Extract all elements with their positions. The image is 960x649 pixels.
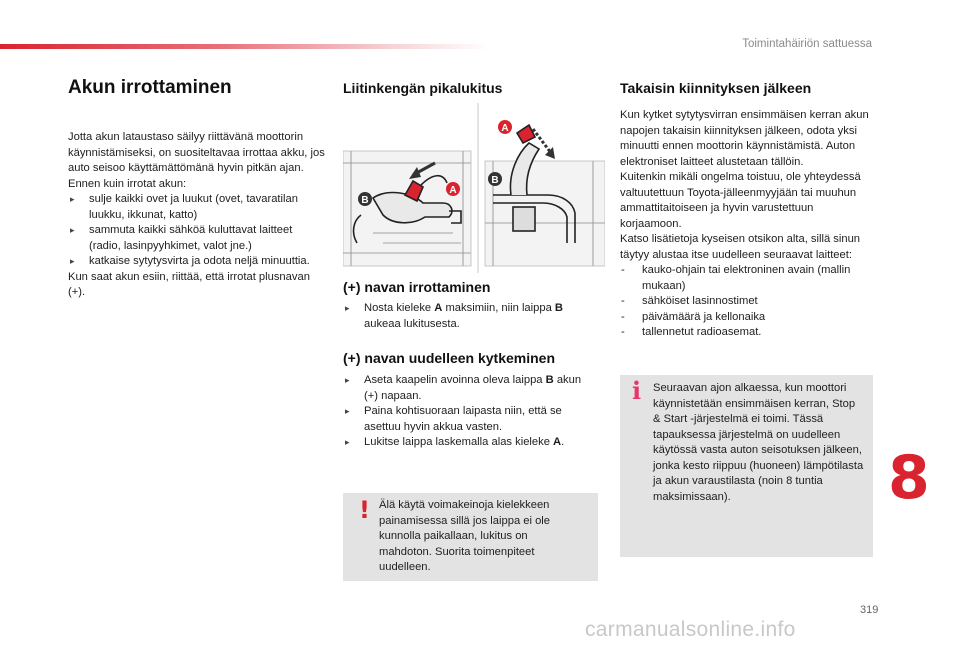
reconnect-terminal-steps — [343, 373, 598, 451]
list-item: - sähköiset lasinnostimet — [620, 294, 878, 310]
list-item: ▸ Paina kohtisuoraan laipasta niin, että se asettuu hyvin akkua vasten. — [343, 404, 598, 435]
outro-paragraph: Kun saat akun esiin, riittää, että irrotat plusnavan (+). — [68, 270, 310, 298]
reset-devices-list — [620, 263, 878, 341]
list-item: ▸ sammuta kaikki sähköä kuluttavat laitteet (radio, lasinpyyhkimet, valot jne.) — [68, 223, 326, 254]
list-item: - päivämäärä ja kellonaika — [620, 310, 878, 326]
page-title: Akun irrottaminen — [68, 77, 232, 98]
after-reconnect-title: Takaisin kiinnityksen jälkeen — [620, 80, 812, 96]
svg-text:A: A — [501, 123, 509, 134]
intro-paragraph: Jotta akun lataustaso säilyy riittävänä moottorin käynnistämiseksi, on suositeltavaa irrottaa akku, jos auto seisoo käyttämättömänä hyvin pitkän ajan. — [68, 131, 325, 174]
chapter-number: 8 — [888, 443, 930, 513]
quick-lock-title: Liitinkengän pikalukitus — [343, 80, 503, 96]
preparation-list — [68, 192, 326, 270]
before-disconnect-label: Ennen kuin irrotat akun: — [68, 177, 187, 190]
warning-box — [343, 493, 598, 581]
label-b: B — [361, 195, 369, 206]
list-item: ▸ Nosta kieleke A maksimiin, niin laippa B aukeaa lukitusesta. — [343, 301, 598, 332]
list-item: ▸ sulje kaikki ovet ja luukut (ovet, tavaratilan luukku, ikkunat, katto) — [68, 192, 326, 223]
label-a: A — [449, 185, 457, 196]
remove-terminal-steps — [343, 301, 598, 332]
paragraph: Katso lisätietoja kyseisen otsikon alta, sillä sinun täytyy alustaa itse uudelleen seuraavat laitteet: — [620, 233, 861, 261]
page-number: 319 — [860, 604, 879, 616]
section-title: Toimintahäiriön sattuessa — [742, 38, 872, 50]
svg-text:B: B — [491, 175, 499, 186]
info-icon: i — [632, 376, 642, 405]
warning-text: Älä käytä voimakeinoja kielekkeen painamisessa sillä jos laippa ei ole kunnolla paikallaan, lukitus on mahdoton. Suorita toimenpiteet uudelleen. — [379, 499, 551, 573]
remove-terminal-title: (+) navan irrottaminen — [343, 279, 491, 295]
info-box — [620, 375, 873, 557]
list-item: ▸ Aseta kaapelin avoinna oleva laippa B akun (+) napaan. — [343, 373, 598, 404]
exclamation-icon: ! — [359, 496, 370, 524]
right-column — [620, 108, 878, 341]
watermark: carmanualsonline.info — [585, 618, 796, 641]
reconnect-terminal-title: (+) navan uudelleen kytkeminen — [343, 350, 556, 366]
info-text: Seuraavan ajon alkaessa, kun moottori käynnistetään ensimmäisen kerran, Stop & Start -järjestelmä ei toimi. Tässä tapauksessa järjestelmä on uudelleen käytössä vasta auton seisotuksen jälkeen, jonka kesto riippuu (huoneen) lämpötilasta ja akun varaustilasta (noin 8 tuntia maksimissaan). — [653, 382, 864, 503]
list-item: - kauko-ohjain tai elektroninen avain (mallin mukaan) — [620, 263, 878, 294]
list-item: - tallennetut radioasemat. — [620, 325, 878, 341]
list-item: ▸ Lukitse laippa laskemalla alas kieleke A. — [343, 435, 598, 451]
left-column — [68, 130, 326, 301]
paragraph: Kuitenkin mikäli ongelma toistuu, ole yhteydessä valtuutettuun Toyota-jälleenmyyjään tai muuhun ammattitaitoiseen ja hyvin varustettuun korjaamoon. — [620, 171, 861, 230]
paragraph: Kun kytket sytytysvirran ensimmäisen kerran akun napojen takaisin kiinnityksen jälkeen, odota yksi minuutti ennen moottorin käynnistämistä. Auton elektroniset laitteet alustetaan tällöin. — [620, 109, 869, 168]
terminal-illustration — [343, 103, 605, 273]
header-accent-bar — [0, 44, 490, 49]
list-item: ▸ katkaise sytytysvirta ja odota neljä minuuttia. — [68, 254, 326, 270]
